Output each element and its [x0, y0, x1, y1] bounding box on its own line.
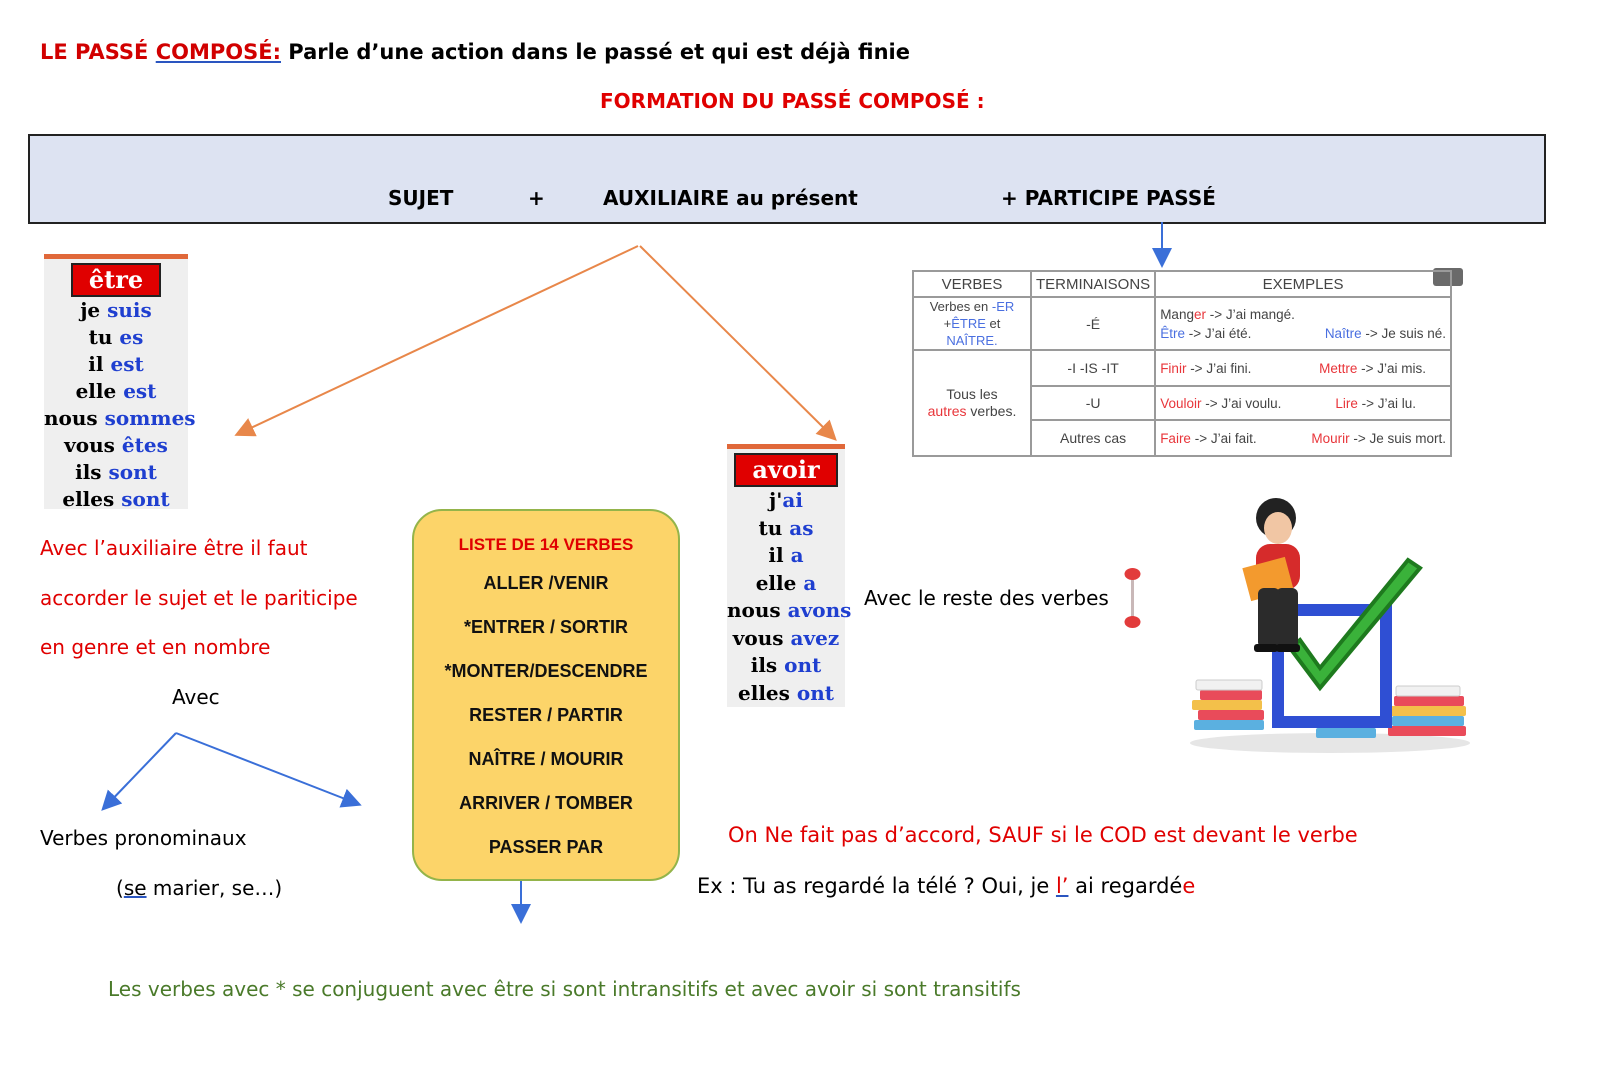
- etre-row: [44, 459, 188, 486]
- pronoun: il: [768, 543, 791, 567]
- title-label-part2: COMPOSÉ:: [155, 40, 281, 64]
- table-cell: -U: [1031, 386, 1155, 420]
- text: -> J’ai été.: [1184, 325, 1252, 341]
- verb-form: a: [790, 543, 804, 567]
- text: Mang: [1160, 306, 1194, 322]
- pronoun: j': [769, 488, 783, 512]
- text: Faire: [1160, 430, 1191, 446]
- avec-label: Avec: [172, 685, 220, 709]
- example-ending: e: [1182, 874, 1196, 898]
- etre-row: [44, 351, 188, 378]
- pronoun: vous: [732, 625, 791, 650]
- pronoun: ils: [750, 653, 785, 677]
- etre-heading: être: [71, 263, 161, 297]
- text: -> J’ai mis.: [1357, 360, 1426, 376]
- verb-form: est: [110, 352, 144, 376]
- example-sentence: [697, 874, 1195, 898]
- avoir-row: [727, 625, 845, 653]
- arrow-to-etre: [238, 246, 638, 434]
- formula-subject: SUJET: [388, 186, 454, 210]
- verb-form: ai: [782, 488, 803, 512]
- example-part2: ai regardé: [1068, 874, 1183, 898]
- text: -> J’ai fait.: [1190, 430, 1257, 446]
- formula-plus: +: [528, 186, 545, 210]
- text: -> J’ai mangé.: [1205, 306, 1295, 322]
- accord-rule: On Ne fait pas d’accord, SAUF si le COD est devant le verbe: [728, 823, 1358, 847]
- title-label-part1: LE PASSÉ: [40, 40, 156, 64]
- teacher-checkmark-illustration: [1180, 488, 1480, 758]
- table-header: EXEMPLES: [1155, 271, 1451, 297]
- pronoun: vous: [64, 433, 122, 457]
- text: Mettre: [1319, 360, 1358, 376]
- text: -> Je suis mort.: [1349, 430, 1446, 446]
- text: Tous les: [946, 386, 998, 402]
- table-cell: [1155, 297, 1451, 350]
- text-cursor-icon: [1122, 566, 1142, 630]
- table-header: TERMINAISONS: [1031, 271, 1155, 297]
- verb-form: sont: [121, 487, 170, 511]
- etre-rule-line2: accorder le sujet et le pariticipe: [40, 586, 358, 610]
- text: verbes.: [966, 403, 1017, 419]
- table-cell: [1155, 350, 1451, 386]
- avoir-row: [727, 570, 845, 598]
- text: -> J’ai voulu.: [1201, 395, 1282, 411]
- list-item: PASSER PAR: [488, 837, 604, 857]
- teacher-avatar: [1242, 498, 1300, 652]
- text: Verbes en: [929, 299, 992, 314]
- etre-row: [44, 405, 196, 432]
- text: ÊTRE: [951, 316, 986, 331]
- etre-rule-line1: Avec l’auxiliaire être il faut: [40, 536, 308, 560]
- book-stack-right-icon: [1388, 686, 1466, 736]
- table-header-row: [913, 271, 1451, 297]
- pronoun: tu: [758, 515, 790, 540]
- avoir-conjugation-card: [727, 444, 852, 707]
- text: er: [1193, 306, 1206, 322]
- pronoun: ils: [75, 460, 109, 484]
- arrow-to-liste: [176, 733, 358, 804]
- pronoun: il: [88, 352, 111, 376]
- etre-row: [44, 378, 188, 405]
- example-se: se: [123, 876, 147, 900]
- text: Lire: [1335, 395, 1358, 411]
- avoir-heading: avoir: [734, 453, 837, 487]
- example-pronoun: l’: [1055, 874, 1069, 898]
- pronoun: nous: [727, 598, 788, 622]
- verb-form: êtes: [121, 433, 168, 457]
- table-cell: -É: [1031, 297, 1155, 350]
- table-row: [913, 297, 1451, 350]
- text: -> J’ai lu.: [1357, 395, 1416, 411]
- table-cell: -I -IS -IT: [1031, 350, 1155, 386]
- formation-title: FORMATION DU PASSÉ COMPOSÉ :: [600, 89, 985, 113]
- text: Naître: [1324, 325, 1362, 341]
- text: Finir: [1160, 360, 1187, 376]
- avoir-row: [727, 487, 845, 515]
- verb-form: sont: [108, 460, 157, 484]
- verb-form: est: [123, 379, 157, 403]
- verb-form: avez: [790, 625, 840, 650]
- arrow-to-avoir: [640, 246, 834, 438]
- etre-rule-line3: en genre et en nombre: [40, 635, 271, 659]
- example-rest: marier, se…): [146, 876, 283, 900]
- verb-form: es: [119, 325, 144, 349]
- formula-auxiliary: AUXILIAIRE au présent: [603, 186, 858, 210]
- text: et: [985, 316, 1001, 331]
- pronoun: elle: [75, 379, 124, 403]
- table-cell: [1155, 420, 1451, 456]
- verb-form: ont: [784, 653, 822, 677]
- verb-form: sommes: [104, 406, 196, 430]
- verb-list-box: [412, 509, 680, 881]
- list-item: NAÎTRE / MOURIR: [468, 749, 624, 769]
- verb-form: a: [803, 570, 817, 595]
- reste-label: Avec le reste des verbes: [864, 586, 1109, 610]
- avoir-row: [727, 597, 852, 625]
- verb-form: ont: [796, 680, 834, 705]
- pronoun: elles: [738, 680, 797, 705]
- etre-row: [44, 297, 188, 324]
- list-item: RESTER / PARTIR: [469, 705, 623, 725]
- table-header: VERBES: [913, 271, 1031, 297]
- pronoun: nous: [44, 406, 105, 430]
- formula-participle: + PARTICIPE PASSÉ: [1001, 186, 1216, 210]
- text: +: [943, 316, 952, 331]
- text: -> Je suis né.: [1361, 325, 1446, 341]
- list-item: ARRIVER / TOMBER: [459, 793, 633, 813]
- avoir-row: [727, 652, 845, 680]
- arrow-to-pronominaux: [104, 733, 176, 808]
- example-part1: Ex : Tu as regardé la télé ? Oui, je: [697, 874, 1056, 898]
- book-stack-left-icon: [1192, 680, 1264, 730]
- text: Vouloir: [1160, 395, 1202, 411]
- pronoun: elles: [62, 487, 122, 511]
- verb-endings-table: [912, 270, 1452, 454]
- pronoun: elle: [755, 570, 804, 595]
- text: Être: [1160, 325, 1185, 341]
- etre-row: [44, 486, 188, 513]
- pronoun: tu: [88, 325, 120, 349]
- table-cell: [913, 297, 1031, 350]
- etre-row: [44, 324, 188, 351]
- avoir-row: [727, 515, 845, 543]
- title-definition: Parle d’une action dans le passé et qui est déjà finie: [281, 40, 910, 64]
- pronoun: je: [80, 298, 108, 322]
- table-cell: [1155, 386, 1451, 420]
- table-row: [913, 350, 1451, 386]
- verb-list-title: LISTE DE 14 VERBES: [458, 535, 634, 554]
- avoir-row: [727, 542, 845, 570]
- verb-form: avons: [787, 598, 852, 622]
- table-cell: [913, 350, 1031, 456]
- text: NAÎTRE.: [946, 333, 998, 348]
- list-item: ALLER /VENIR: [483, 573, 609, 593]
- etre-conjugation-card: [44, 254, 196, 511]
- pronominaux-example: [116, 876, 282, 900]
- transitivity-note: Les verbes avec * se conjuguent avec être si sont intransitifs et avec avoir si sont transitifs: [108, 977, 1021, 1001]
- verb-form: as: [789, 515, 814, 540]
- list-item: *ENTRER / SORTIR: [463, 617, 628, 637]
- verb-form: suis: [107, 298, 152, 322]
- list-item: *MONTER/DESCENDRE: [444, 661, 648, 681]
- text: -> J’ai fini.: [1186, 360, 1252, 376]
- etre-row: [44, 432, 188, 459]
- text: autres: [927, 403, 967, 419]
- avoir-row: [727, 680, 845, 708]
- paren-open: (: [116, 876, 124, 900]
- text: -ER: [991, 299, 1015, 314]
- table-cell: Autres cas: [1031, 420, 1155, 456]
- pronominaux-label: Verbes pronominaux: [40, 826, 247, 850]
- text: Mourir: [1311, 430, 1350, 446]
